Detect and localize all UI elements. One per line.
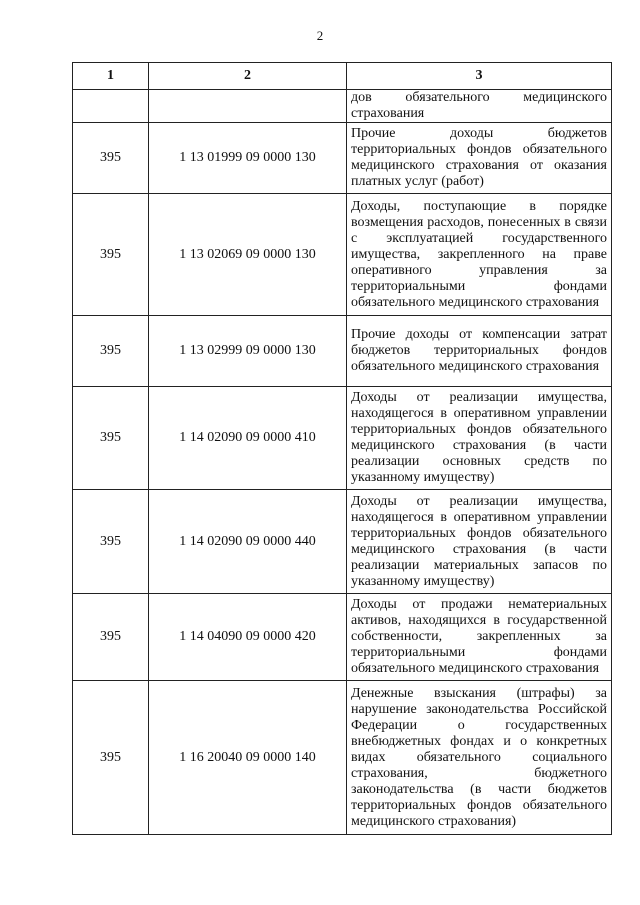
header-col-1: 1	[73, 63, 149, 90]
description-cell: Доходы, поступающие в порядке возмещения расходов, понесенных в связи с эксплуатацией государственного имущества, закрепленного на праве оперативного управления за территориальными фондами обязательного медицинского страхования	[347, 194, 612, 316]
admin-code-cell	[73, 90, 149, 123]
table-row	[73, 194, 612, 316]
admin-code-cell: 395	[73, 123, 149, 194]
page-number: 2	[316, 28, 324, 43]
description-cell: Прочие доходы от компенсации затрат бюджетов территориальных фондов обязательного медицинского страхования	[347, 316, 612, 387]
header-col-2: 2	[149, 63, 347, 90]
revenue-code-cell: 1 13 01999 09 0000 130	[149, 123, 347, 194]
admin-code-cell: 395	[73, 681, 149, 835]
revenue-code-cell: 1 16 20040 09 0000 140	[149, 681, 347, 835]
table-row	[73, 387, 612, 490]
revenue-code-cell: 1 14 02090 09 0000 440	[149, 490, 347, 594]
admin-code-cell: 395	[73, 316, 149, 387]
table-row	[73, 490, 612, 594]
revenue-code-cell: 1 13 02069 09 0000 130	[149, 194, 347, 316]
table-header-row	[73, 63, 612, 90]
description-cell: Прочие доходы бюджетов территориальных фондов обязательного медицинского страхования от оказания платных услуг (работ)	[347, 123, 612, 194]
admin-code-cell: 395	[73, 490, 149, 594]
revenue-code-cell: 1 14 02090 09 0000 410	[149, 387, 347, 490]
description-cell: Доходы от реализации имущества, находящегося в оперативном управлении территориальных фондов обязательного медицинского страхования (в части реализации материальных запасов по указанному имуществу)	[347, 490, 612, 594]
table-row	[73, 316, 612, 387]
table-row	[73, 681, 612, 835]
admin-code-cell: 395	[73, 194, 149, 316]
description-cell: Доходы от реализации имущества, находящегося в оперативном управлении территориальных фондов обязательного медицинского страхования (в части реализации основных средств по указанному имуществу)	[347, 387, 612, 490]
table-row	[73, 123, 612, 194]
admin-code-cell: 395	[73, 387, 149, 490]
table-row	[73, 90, 612, 123]
description-cell: Доходы от продажи нематериальных активов, находящихся в государственной собственности, закрепленных за территориальными фондами обязательного медицинского страхования	[347, 594, 612, 681]
description-cell: дов обязательного медицинского страхования	[347, 90, 612, 123]
description-cell: Денежные взыскания (штрафы) за нарушение законодательства Российской Федерации о государственных внебюджетных фондах и о конкретных видах обязательного социального страхования, бюджетного законодательства (в части бюджетов территориальных фондов обязательного медицинского страхования)	[347, 681, 612, 835]
budget-codes-table	[72, 62, 612, 835]
revenue-code-cell: 1 14 04090 09 0000 420	[149, 594, 347, 681]
admin-code-cell: 395	[73, 594, 149, 681]
table-row	[73, 594, 612, 681]
revenue-code-cell: 1 13 02999 09 0000 130	[149, 316, 347, 387]
header-col-3: 3	[347, 63, 612, 90]
revenue-code-cell	[149, 90, 347, 123]
